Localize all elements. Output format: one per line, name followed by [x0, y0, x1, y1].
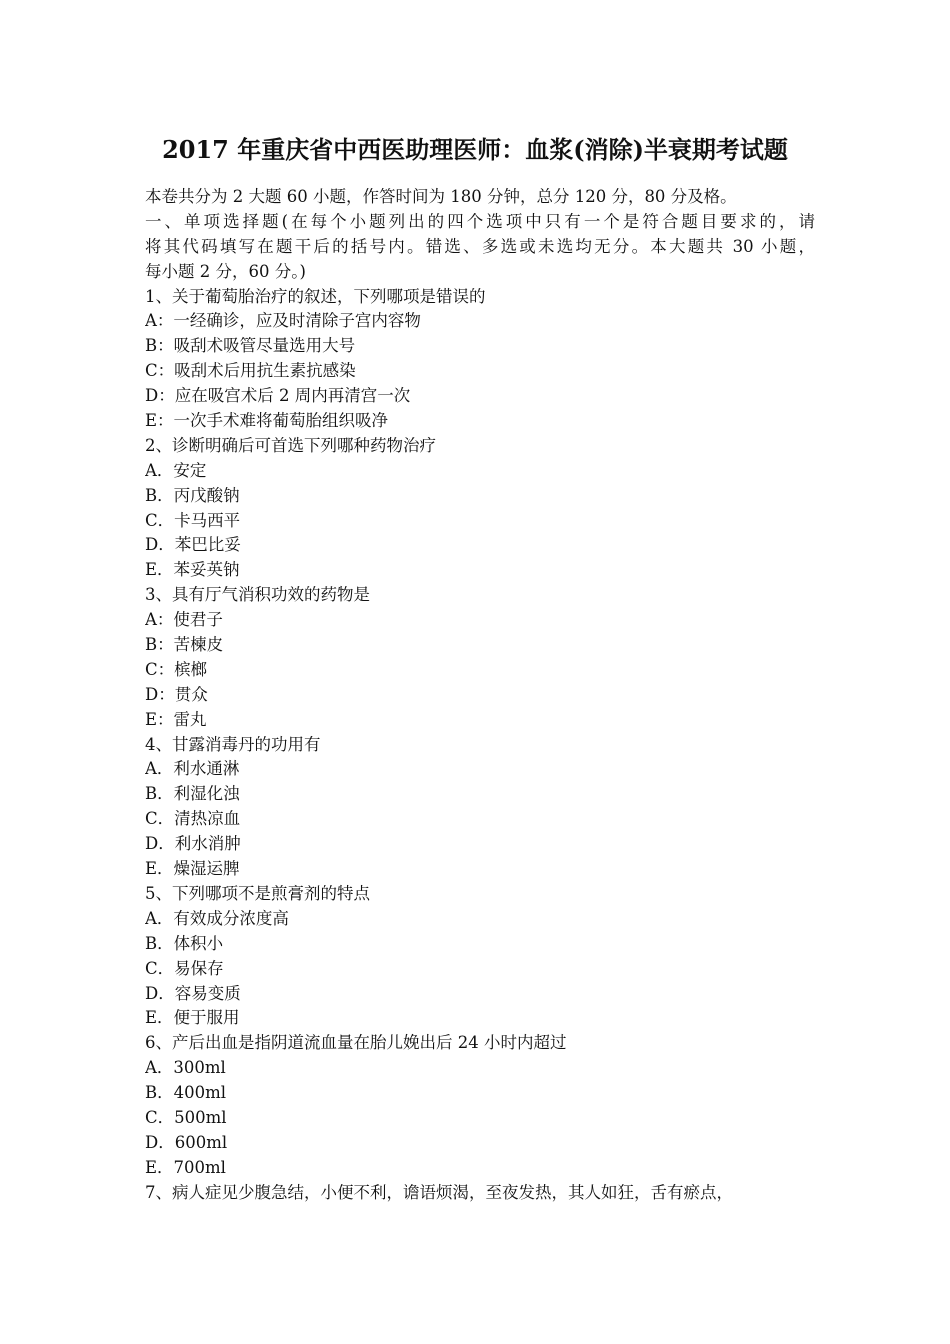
question-option: B：吸刮术吸管尽量选用大号: [145, 336, 356, 356]
page-title: 2017 年重庆省中西医助理医师：血浆(消除)半衰期考试题: [162, 135, 788, 164]
question-option: E．700ml: [145, 1157, 226, 1177]
question-option: D：贯众: [145, 684, 208, 704]
intro-line: 本卷共分为 2 大题 60 小题，作答时间为 180 分钟，总分 120 分，80 分及格。: [145, 187, 737, 206]
question-option: B．400ml: [145, 1083, 227, 1103]
question-option: C．清热凉血: [145, 809, 241, 829]
question-option: A．300ml: [145, 1058, 226, 1078]
intro-line: 一、单项选择题(在每个小题列出的四个选项中只有一个是符合题目要求的，请: [145, 211, 815, 231]
question-option: C．易保存: [145, 958, 224, 978]
question-option: B．丙戊酸钠: [145, 485, 240, 505]
question-stem: 3、具有厅气消积功效的药物是: [145, 585, 370, 605]
question-option: E．便于服用: [145, 1008, 240, 1028]
question-stem: 5、下列哪项不是煎膏剂的特点: [145, 883, 370, 903]
question-option: D．苯巴比妥: [145, 535, 241, 555]
question-option: A．有效成分浓度高: [145, 908, 289, 928]
question-option: C．卡马西平: [145, 510, 241, 530]
question-option: A．安定: [145, 460, 207, 480]
question-stem: 1、关于葡萄胎治疗的叙述，下列哪项是错误的: [145, 286, 486, 306]
question-option: D．容易变质: [145, 983, 241, 1003]
question-option: C．500ml: [145, 1107, 227, 1127]
question-option: E．燥湿运脾: [145, 859, 240, 879]
document-body: [145, 185, 815, 1206]
question-option: A：使君子: [145, 610, 223, 630]
question-option: B．体积小: [145, 933, 224, 953]
question-option: E．苯妥英钠: [145, 560, 240, 580]
question-option: D．600ml: [145, 1132, 228, 1152]
question-option: B．利湿化浊: [145, 784, 240, 804]
question-stem: 6、产后出血是指阴道流血量在胎儿娩出后 24 小时内超过: [145, 1033, 567, 1053]
question-option: C：吸刮术后用抗生素抗感染: [145, 361, 356, 381]
question-option: D．利水消肿: [145, 834, 241, 854]
question-option: E：雷丸: [145, 709, 207, 729]
question-option: B：苦楝皮: [145, 635, 224, 655]
question-option: A：一经确诊，应及时清除子宫内容物: [145, 311, 421, 331]
question-option: A．利水通淋: [145, 759, 240, 779]
question-option: C：槟榔: [145, 659, 208, 679]
question-stem: 7、病人症见少腹急结，小便不利，谵语烦渴，至夜发热，其人如狂，舌有瘀点，: [145, 1182, 733, 1202]
intro-line: 将其代码填写在题干后的括号内。错选、多选或未选均无分。本大题共 30 小题，: [145, 236, 815, 256]
question-option: D：应在吸宫术后 2 周内再清宫一次: [145, 386, 411, 406]
question-stem: 2、诊断明确后可首选下列哪种药物治疗: [145, 435, 436, 455]
question-option: E：一次手术难将葡萄胎组织吸净: [145, 411, 389, 431]
question-stem: 4、甘露消毒丹的功用有: [145, 734, 321, 754]
intro-line: 每小题 2 分，60 分。): [145, 261, 306, 281]
